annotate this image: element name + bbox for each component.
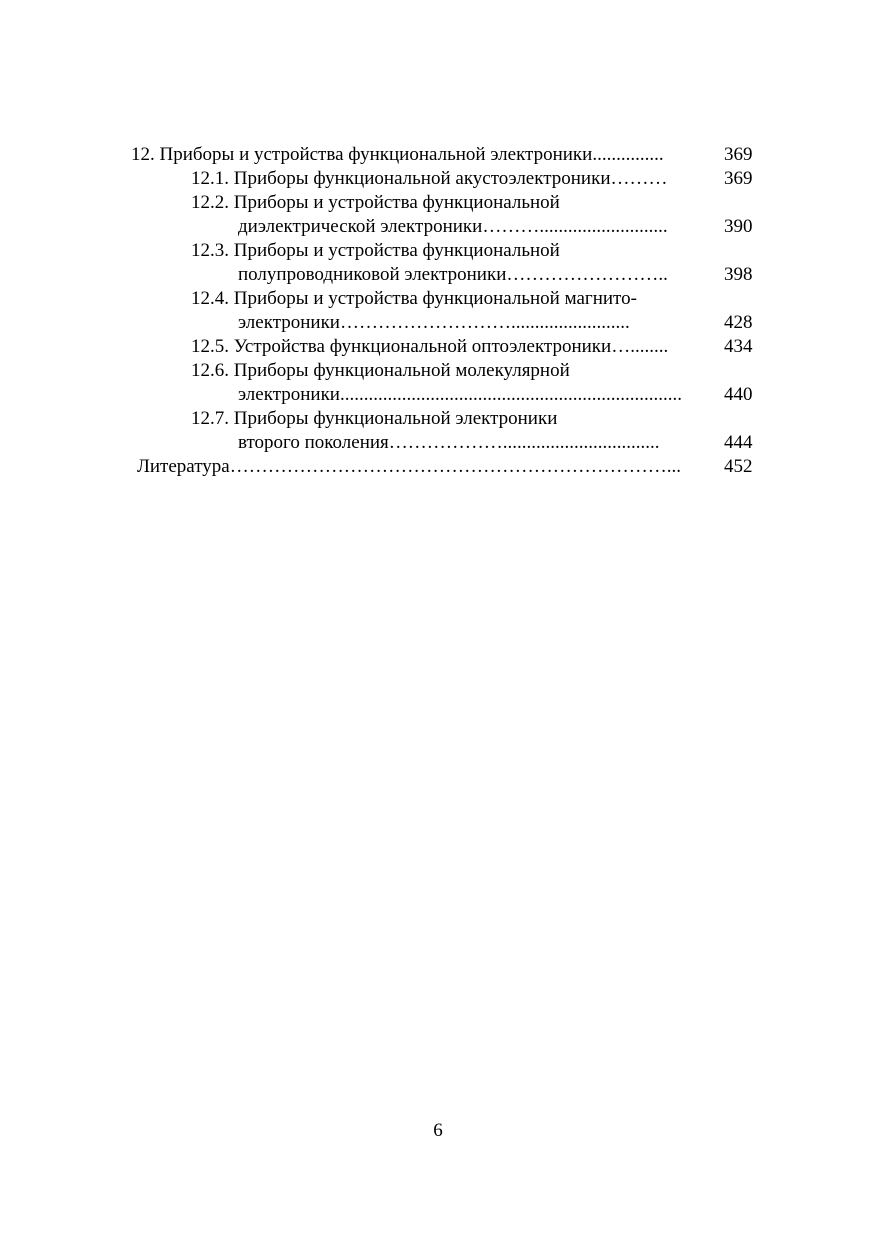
toc-entry-12-3-line1: 12.3. Приборы и устройства функциональной bbox=[191, 240, 560, 261]
toc-leader-dots: ………………………......................... bbox=[339, 312, 630, 333]
toc-entry-12-5 bbox=[191, 335, 713, 359]
toc-page-number: 440 bbox=[724, 384, 753, 405]
toc-leader-dots: ……… bbox=[610, 168, 668, 189]
toc-page-number: 444 bbox=[724, 432, 753, 453]
toc-page-number: 390 bbox=[724, 216, 753, 237]
toc-leader-dots: ………........................... bbox=[482, 216, 668, 237]
toc-entry-title: 12. Приборы и устройства функциональной электроники bbox=[131, 144, 593, 165]
toc-page-number: 428 bbox=[724, 312, 753, 333]
toc-leader-dots: ………………................................. bbox=[388, 432, 660, 453]
toc-entry-literature bbox=[137, 455, 713, 479]
toc-entry-12-2-line1: 12.2. Приборы и устройства функциональной bbox=[191, 192, 560, 213]
toc-leader-dots: ……………………………………………………………... bbox=[229, 456, 681, 477]
toc-entry-12-4-line2 bbox=[238, 311, 713, 335]
toc-entry-12-7-line1: 12.7. Приборы функциональной электроники bbox=[191, 408, 558, 429]
toc-page-number: 369 bbox=[724, 144, 753, 165]
toc-entry-chapter-12 bbox=[131, 143, 713, 167]
toc-page-number: 434 bbox=[724, 336, 753, 357]
toc-page-number: 369 bbox=[724, 168, 753, 189]
toc-entry-title: диэлектрической электроники bbox=[238, 216, 483, 237]
toc-entry-12-4-line1: 12.4. Приборы и устройства функциональной магнито- bbox=[191, 288, 637, 309]
toc-entry-title: электроники bbox=[238, 384, 340, 405]
toc-page-number: 452 bbox=[724, 456, 753, 477]
toc-entry-title: полупроводниковой электроники bbox=[238, 264, 507, 285]
toc-entry-12-2-line2 bbox=[238, 215, 713, 239]
toc-entry-12-1 bbox=[191, 167, 713, 191]
toc-leader-dots: …………………….. bbox=[506, 264, 668, 285]
toc-entry-title: электроники bbox=[238, 312, 340, 333]
toc-entry-12-6-line1: 12.6. Приборы функциональной молекулярной bbox=[191, 360, 570, 381]
toc-entry-title: Литература bbox=[137, 456, 230, 477]
toc-entry-title: 12.5. Устройства функциональной оптоэлектроники bbox=[191, 336, 612, 357]
toc-entry-12-3-line2 bbox=[238, 263, 713, 287]
toc-leader-dots: …........ bbox=[611, 336, 669, 357]
toc-entry-12-7-line2 bbox=[238, 431, 713, 455]
toc-leader-dots: ........................................................................ bbox=[339, 384, 682, 405]
toc-entry-12-6-line2 bbox=[238, 383, 713, 407]
page-number: 6 bbox=[433, 1120, 443, 1141]
toc-entry-title: 12.1. Приборы функциональной акустоэлектроники bbox=[191, 168, 611, 189]
toc-page-number: 398 bbox=[724, 264, 753, 285]
toc-leader-dots: ............... bbox=[592, 144, 664, 165]
toc-entry-title: второго поколения bbox=[238, 432, 389, 453]
